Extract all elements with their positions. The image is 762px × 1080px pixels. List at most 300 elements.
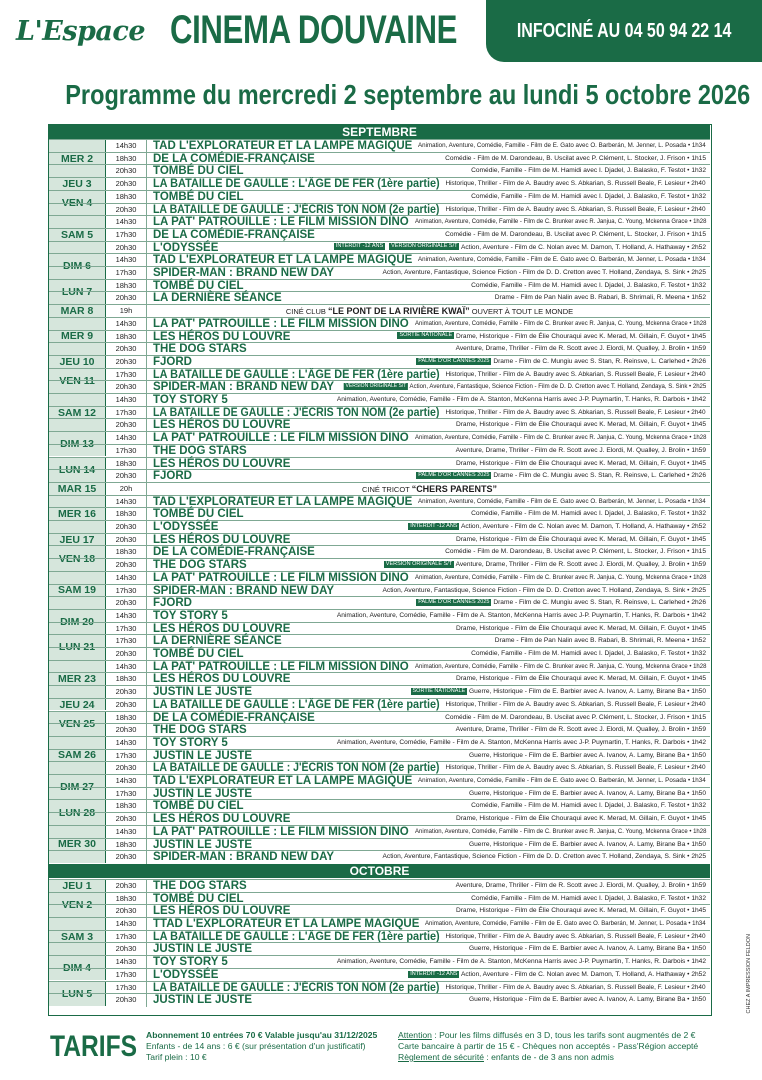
film-info-text: Drame, Historique - Film de Élie Chouraqui avec K. Merad, M. Gillain, F. Guyot • 1h45 <box>455 332 706 340</box>
film-info-text: Drame, Historique - Film de Élie Chouraqui avec K. Merad, M. Gillain, F. Guyot • 1h45 <box>455 675 706 683</box>
film-title: LA PAT' PATROUILLE : LE FILM MISSION DINO <box>153 660 409 673</box>
film-info-text: Historique, Thriller - Film de A. Baudry avec S. Abkarian, S. Russell Beale, F. Lesieur • 2h40 <box>445 205 706 213</box>
screening-row <box>49 253 710 266</box>
showtime: 18h30 <box>106 153 147 166</box>
showtime: 17h30 <box>106 969 147 982</box>
showtime: 20h30 <box>106 943 147 956</box>
film-details <box>383 851 707 864</box>
screening-row <box>49 571 710 584</box>
showtime: 18h30 <box>106 458 147 471</box>
film-info-text: Animation, Aventure, Comédie, Famille - Film de E. Gato avec O. Barberán, M. Jenner, L. Posada • 1h34 <box>418 142 706 149</box>
day-label: JEU 17 <box>49 533 106 546</box>
film-title: TOY STORY 5 <box>153 394 228 406</box>
film-title: TOMBÉ DU CIEL <box>153 892 244 905</box>
day-label: JEU 24 <box>49 698 106 711</box>
screening-row <box>49 825 710 838</box>
day-label: LUN 21 <box>49 634 106 659</box>
showtime: 14h30 <box>106 572 147 585</box>
day-label: MAR 15 <box>49 482 106 495</box>
screening-row <box>49 342 710 355</box>
screening-row <box>49 406 710 419</box>
screening-row <box>49 431 710 444</box>
screening-row <box>49 393 710 406</box>
day-label: VEN 11 <box>49 368 106 393</box>
day-label: MER 16 <box>49 495 106 533</box>
day-label: MER 2 <box>49 139 106 177</box>
showtime: 20h30 <box>106 724 147 737</box>
showtime: 14h30 <box>106 496 147 509</box>
film-info-text: Drame, Historique - Film de Élie Chouraqui avec K. Merad, M. Gillain, F. Guyot • 1h45 <box>455 624 706 632</box>
screening-row <box>49 596 710 609</box>
film-title: LA BATAILLE DE GAULLE : J'ÉCRIS TON NOM (2e partie) <box>153 762 440 775</box>
film-info-text: Action, Aventure, Fantastique, Science Fiction - Film de D. D. Cretton avec T. Holland, Zendaya, S. Sink • 2h25 <box>409 383 706 391</box>
day-label: SAM 5 <box>49 215 106 253</box>
screening-row <box>49 545 710 558</box>
screening-row <box>49 660 710 673</box>
day-label: VEN 4 <box>49 190 106 215</box>
film-title: THE DOG STARS <box>153 444 247 457</box>
screening-row <box>49 711 710 724</box>
screening-row <box>49 968 710 981</box>
screening-row <box>49 469 710 482</box>
showtime: 14h30 <box>106 140 147 153</box>
showtime: 17h30 <box>106 229 147 242</box>
film-info-text: Animation, Aventure, Comédie, Famille - Film de C. Brunker avec R. Janjua, C. Young, Mckenna Grace • 1h28 <box>414 827 706 835</box>
showtime: 14h30 <box>106 661 147 674</box>
screening-row <box>49 317 710 330</box>
film-title: TOMBÉ DU CIEL <box>153 800 244 813</box>
showtime: 14h30 <box>106 318 147 331</box>
film-title: TAD L'EXPLORATEUR ET LA LAMPE MAGIQUE <box>153 254 413 267</box>
day-label: LUN 5 <box>49 981 106 1006</box>
showtime: 17h30 <box>106 931 147 944</box>
film-badge: VERSION ORIGINALE S/T <box>345 383 407 390</box>
infocine-phone: INFOCINÉ AU 04 50 94 22 14 <box>516 19 732 42</box>
film-info-text: Aventure, Drame, Thriller - Film de R. Scott avec J. Elordi, M. Qualley, J. Brolin • 1h59 <box>455 446 706 454</box>
day-label: VEN 18 <box>49 545 106 570</box>
screening-row <box>49 215 710 228</box>
screening-row <box>49 749 710 762</box>
film-badge: VERSION ORIGINALE S/T <box>385 560 453 567</box>
film-info-text: Historique, Thriller - Film de A. Baudry avec S. Abkarian, S. Russell Beale, F. Lesieur • 2h40 <box>445 370 706 378</box>
showtime: 14h30 <box>106 610 147 623</box>
screening-row <box>49 190 710 203</box>
showtime: 14h30 <box>106 775 147 788</box>
screening-row <box>49 685 710 698</box>
screening-row <box>49 139 710 152</box>
day-label: VEN 25 <box>49 711 106 736</box>
showtime: 17h30 <box>106 750 147 763</box>
film-info-text: Drame, Historique - Film de Élie Chouraqui avec K. Merad, M. Gillain, F. Guyot • 1h45 <box>455 459 706 467</box>
showtime: 18h30 <box>106 280 147 293</box>
film-title: LES HÉROS DU LOUVRE <box>153 813 291 826</box>
cinema-name: CINEMA DOUVAINE <box>170 8 458 52</box>
film-info-text: Animation, Aventure, Comédie, Famille - Film de A. Stanton, McKenna Harris avec J-P. Puymartin, T. Hanks, R. Darbois • 1h42 <box>336 738 706 746</box>
film-info-text: Comédie, Famille - Film de M. Hamidi avec I. Djadel, J. Balasko, F. Testot • 1h32 <box>471 650 706 657</box>
day-label: JEU 1 <box>49 879 106 892</box>
day-label: DIM 20 <box>49 609 106 634</box>
film-title: TOMBÉ DU CIEL <box>153 648 244 660</box>
day-label: DIM 4 <box>49 955 106 980</box>
tarif-abonnement: Abonnement 10 entrées 70 € Valable jusqu'au 31/12/2025 <box>146 1030 378 1040</box>
film-title: JUSTIN LE JUSTE <box>153 838 253 851</box>
securite-line <box>398 1052 698 1063</box>
tarif-enfants: Enfants - de 14 ans : 6 € (sur présentation d'un justificatif) <box>146 1041 366 1051</box>
showtime: 18h30 <box>106 546 147 559</box>
showtime: 18h30 <box>106 673 147 686</box>
film-title: TAD L'EXPLORATEUR ET LA LAMPE MAGIQUE <box>153 775 413 787</box>
showtime: 20h30 <box>106 648 147 661</box>
film-title: THE DOG STARS <box>153 343 247 356</box>
showtime: 20h30 <box>106 813 147 826</box>
film-info-text: Guerre, Historique - Film de E. Barbier avec A. Ivanov, A. Lamy, Birane Ba • 1h50 <box>469 945 706 953</box>
day-label: JEU 10 <box>49 355 106 368</box>
showtime: 20h30 <box>106 597 147 610</box>
film-title: FJORD <box>153 470 192 483</box>
film-info-text: Aventure, Drame, Thriller - Film de R. Scott avec J. Elordi, M. Qualley, J. Brolin • 1h59 <box>455 345 706 353</box>
screening-row <box>49 279 710 292</box>
tarif-plein: Tarif plein : 10 € <box>146 1052 207 1062</box>
film-info-text: Drame - Film de Pan Nalin avec B. Rabari, B. Shrimali, R. Meena • 1h52 <box>494 294 706 302</box>
film-info-text: Animation, Aventure, Comédie, Famille - Film de E. Gato avec O. Barberán, M. Jenner, L. Posada • 1h34 <box>418 256 706 264</box>
event-row <box>49 304 710 317</box>
showtime: 20h30 <box>106 381 147 394</box>
film-title: LA BATAILLE DE GAULLE : L'ÂGE DE FER (1ère partie) <box>153 930 440 943</box>
film-title: LES HÉROS DU LOUVRE <box>153 457 291 470</box>
film-title: JUSTIN LE JUSTE <box>153 943 253 956</box>
film-title: TTAD L'EXPLORATEUR ET LA LAMPE MAGIQUE <box>153 918 420 930</box>
header <box>0 0 762 70</box>
film-title: SPIDER-MAN : BRAND NEW DAY <box>153 267 335 279</box>
event-title: “LE PONT DE LA RIVIÈRE KWAÏ” <box>327 306 470 317</box>
showtime: 20h30 <box>106 851 147 864</box>
day-label: DIM 27 <box>49 774 106 799</box>
event-title: “CHERS PARENTS” <box>411 483 498 494</box>
film-info-text: Comédie, Famille - Film de M. Hamidi avec I. Djadel, J. Balasko, F. Testot • 1h32 <box>471 894 706 902</box>
film-title: TOMBÉ DU CIEL <box>153 165 244 178</box>
film-title: L'ODYSSÉE <box>153 968 219 981</box>
day-label: LUN 28 <box>49 799 106 824</box>
screening-row <box>49 672 710 685</box>
film-badge: PALME D'OR CANNES 2025 <box>418 598 490 605</box>
showtime: 18h30 <box>106 893 147 906</box>
screening-row <box>49 418 710 431</box>
film-title: THE DOG STARS <box>153 559 247 572</box>
attention-line <box>398 1030 698 1041</box>
film-badge: INTERDIT -12 ANS <box>335 243 384 250</box>
day-label: DIM 13 <box>49 431 106 456</box>
screening-row <box>49 993 710 1006</box>
screening-row <box>49 203 710 216</box>
film-title: L'ODYSSÉE <box>153 521 219 533</box>
screening-row <box>49 330 710 343</box>
day-label: LUN 14 <box>49 457 106 482</box>
showtime: 20h30 <box>106 419 147 432</box>
securite-label: Règlement de sécurité <box>398 1052 484 1062</box>
screening-row <box>49 698 710 711</box>
screening-row <box>49 177 710 190</box>
film-info-text: Animation, Aventure, Comédie, Famille - Film de A. Stanton, McKenna Harris avec J-P. Puymartin, T. Hanks, R. Darbois • 1h42 <box>336 396 706 403</box>
showtime: 20h30 <box>106 905 147 918</box>
film-title: LES HÉROS DU LOUVRE <box>153 330 291 343</box>
screening-row <box>49 380 710 393</box>
film-info-text: Guerre, Historique - Film de E. Barbier avec A. Ivanov, A. Lamy, Birane Ba • 1h50 <box>469 789 706 797</box>
film-title: FJORD <box>153 597 192 610</box>
film-info-text: Animation, Aventure, Comédie, Famille - Film de C. Brunker avec R. Janjua, C. Young, Mckenna Grace • 1h28 <box>414 662 706 670</box>
screening-row <box>49 850 710 863</box>
film-title: LES HÉROS DU LOUVRE <box>153 905 291 918</box>
screening-row <box>49 774 710 787</box>
showtime: 20h30 <box>106 559 147 572</box>
film-title: LA PAT' PATROUILLE : LE FILM MISSION DINO <box>153 825 409 838</box>
showtime: 20h30 <box>106 292 147 305</box>
film-info-text: Animation, Aventure, Comédie, Famille - Film de C. Brunker avec R. Janjua, C. Young, Mckenna Grace • 1h28 <box>414 573 706 581</box>
screening-row <box>49 930 710 943</box>
film-badge: PALME D'OR CANNES 2025 <box>418 471 490 478</box>
film-title: SPIDER-MAN : BRAND NEW DAY <box>153 381 335 394</box>
film-title: TOY STORY 5 <box>153 956 228 969</box>
film-info-text: Drame, Historique - Film de Élie Chouraqui avec K. Merad, M. Gillain, F. Guyot • 1h45 <box>455 815 706 823</box>
film-title: LES HÉROS DU LOUVRE <box>153 673 291 686</box>
attention-text: : Pour les films diffusés en 3 D, tous les tarifs sont augmentés de 2 € <box>431 1030 696 1040</box>
film-title: SPIDER-MAN : BRAND NEW DAY <box>153 851 335 864</box>
film-info-text: Drame - Film de C. Mungiu avec S. Stan, R. Reinsve, L. Carlehed • 2h26 <box>493 472 706 480</box>
showtime: 18h30 <box>106 191 147 204</box>
film-title: LA PAT' PATROUILLE : LE FILM MISSION DINO <box>153 317 409 330</box>
film-title: JUSTIN LE JUSTE <box>153 787 253 800</box>
film-badge: INTERDIT -12 ANS <box>410 970 458 977</box>
screening-row <box>49 533 710 546</box>
film-title: LA BATAILLE DE GAULLE : J'ÉCRIS TON NOM (2e partie) <box>153 981 440 994</box>
tarifs-details <box>146 1030 377 1063</box>
screening-row <box>49 495 710 508</box>
film-info-text: Animation, Aventure, Comédie, Famille - Film de E. Gato avec O. Barberán, M. Jenner, L. Posada • 1h34 <box>418 777 706 784</box>
screening-row <box>49 355 710 368</box>
screening-row <box>49 892 710 905</box>
event-row <box>49 482 710 495</box>
film-info-text: Animation, Aventure, Comédie, Famille - Film de A. Stanton, McKenna Harris avec J-P. Puymartin, T. Hanks, R. Darbois • 1h42 <box>336 611 706 619</box>
film-title: TAD L'EXPLORATEUR ET LA LAMPE MAGIQUE <box>153 140 413 152</box>
showtime: 17h30 <box>106 788 147 801</box>
film-title: LA PAT' PATROUILLE : LE FILM MISSION DINO <box>153 432 409 445</box>
showtime: 18h30 <box>106 508 147 521</box>
day-label: SAM 12 <box>49 393 106 431</box>
day-label: MER 30 <box>49 825 106 863</box>
screening-row <box>49 622 710 635</box>
event-type: CINÉ TRICOT <box>361 484 412 494</box>
film-title: DE LA COMÉDIE-FRANÇAISE <box>153 711 315 724</box>
film-title: TAD L'EXPLORATEUR ET LA LAMPE MAGIQUE <box>153 495 413 508</box>
showtime: 19h <box>106 305 147 318</box>
infocine-banner <box>486 0 762 62</box>
film-info-text: Comédie - Film de M. Darondeau, B. Uscilat avec P. Clément, L. Stocker, J. Frison • 1h15 <box>445 154 706 162</box>
screening-row <box>49 228 710 241</box>
film-info-text: Comédie, Famille - Film de M. Hamidi avec I. Djadel, J. Balasko, F. Testot • 1h32 <box>471 192 706 200</box>
showtime: 20h30 <box>106 521 147 534</box>
film-title: THE DOG STARS <box>153 879 247 892</box>
film-title: LA BATAILLE DE GAULLE : J'ÉCRIS TON NOM (2e partie) <box>153 203 440 216</box>
day-label: VEN 2 <box>49 892 106 917</box>
screening-row <box>49 761 710 774</box>
showtime: 20h30 <box>106 204 147 217</box>
screening-row <box>49 787 710 800</box>
screening-row <box>49 457 710 470</box>
film-info-text: Historique, Thriller - Film de A. Baudry avec S. Abkarian, S. Russell Beale, F. Lesieur • 2h40 <box>445 180 706 188</box>
film-info-text: Animation, Aventure, Comédie, Famille - Film de E. Gato avec O. Barberán, M. Jenner, L. Posada • 1h34 <box>418 497 706 505</box>
showtime: 14h30 <box>106 956 147 969</box>
film-info-text: Action, Aventure - Film de C. Nolan avec M. Damon, T. Holland, A. Hathaway • 2h52 <box>460 523 706 530</box>
showtime: 18h30 <box>106 800 147 813</box>
film-info-text: Action, Aventure - Film de C. Nolan avec M. Damon, T. Holland, A. Hathaway • 2h52 <box>460 970 706 978</box>
film-title: LA PAT' PATROUILLE : LE FILM MISSION DINO <box>153 216 409 229</box>
film-title: LES HÉROS DU LOUVRE <box>153 533 291 546</box>
printer-credit: CHEZ A IMPRESSION FELDON <box>746 934 752 1014</box>
showtime: 20h30 <box>106 699 147 712</box>
film-info-text: Aventure, Drame, Thriller - Film de R. Scott avec J. Elordi, M. Qualley, J. Brolin • 1h59 <box>455 881 706 889</box>
film-title: LA BATAILLE DE GAULLE : L'ÂGE DE FER (1ère partie) <box>153 698 440 711</box>
film-info-text: Comédie - Film de M. Darondeau, B. Uscilat avec P. Clément, L. Stocker, J. Frison • 1h15 <box>445 713 706 721</box>
screening-row <box>49 838 710 851</box>
screening-row <box>49 723 710 736</box>
film-title: TOY STORY 5 <box>153 609 228 622</box>
film-info-text: Guerre, Historique - Film de E. Barbier avec A. Ivanov, A. Lamy, Birane Ba • 1h50 <box>469 840 706 848</box>
screening-row <box>49 812 710 825</box>
film-title: LA DERNIÈRE SÉANCE <box>153 635 282 648</box>
film-info-text: Animation, Aventure, Comédie, Famille - Film de C. Brunker avec R. Janjua, C. Young, Mckenna Grace • 1h28 <box>414 319 706 327</box>
showtime: 14h30 <box>106 918 147 931</box>
film-info-text: Drame - Film de C. Mungiu avec S. Stan, R. Reinsve, L. Carlehed • 2h26 <box>493 357 706 365</box>
film-title: LA BATAILLE DE GAULLE : J'ÉCRIS TON NOM (2e partie) <box>153 406 440 419</box>
showtime: 14h30 <box>106 254 147 267</box>
payment-info: Carte bancaire à partir de 15 € - Chèques non acceptés - Pass'Région accepté <box>398 1041 699 1051</box>
showtime: 18h30 <box>106 331 147 344</box>
screening-row <box>49 164 710 177</box>
film-badge: PALME D'OR CANNES 2025 <box>418 357 490 364</box>
film-info-text: Drame, Historique - Film de Élie Chouraqui avec K. Merad, M. Gillain, F. Guyot • 1h45 <box>455 535 706 543</box>
film-info-text: Action, Aventure, Fantastique, Science Fiction - Film de D. D. Cretton avec T. Holland, Zendaya, S. Sink • 2h25 <box>382 269 706 276</box>
film-info-text: Drame - Film de C. Mungiu avec S. Stan, R. Reinsve, L. Carlehed • 2h26 <box>493 599 706 607</box>
film-title: FJORD <box>153 355 192 368</box>
film-info-text: Action, Aventure, Fantastique, Science Fiction - Film de D. D. Cretton avec T. Holland, Zendaya, S. Sink • 2h25 <box>382 586 706 594</box>
month-header-octobre: OCTOBRE <box>49 864 710 878</box>
film-info-text: Comédie, Famille - Film de M. Hamidi avec I. Djadel, J. Balasko, F. Testot • 1h32 <box>471 802 706 810</box>
showtime: 20h30 <box>106 880 147 893</box>
film-info-text: Comédie, Famille - Film de M. Hamidi avec I. Djadel, J. Balasko, F. Testot • 1h32 <box>471 281 706 289</box>
film-info-text: Animation, Aventure, Comédie, Famille - Film de A. Stanton, McKenna Harris avec J-P. Puymartin, T. Hanks, R. Darbois • 1h42 <box>336 958 706 966</box>
film-title: JUSTIN LE JUSTE <box>153 994 253 1007</box>
schedule-table <box>48 124 712 1016</box>
film-info-text: Historique, Thriller - Film de A. Baudry avec S. Abkarian, S. Russell Beale, F. Lesieur • 2h40 <box>445 700 706 708</box>
film-title: LES HÉROS DU LOUVRE <box>153 419 291 432</box>
screening-row <box>49 647 710 660</box>
film-title: TOMBÉ DU CIEL <box>153 190 244 203</box>
day-label: SAM 26 <box>49 736 106 774</box>
showtime: 20h <box>106 483 147 496</box>
day-label: LUN 7 <box>49 279 106 304</box>
screening-row <box>49 955 710 968</box>
day-label: SAM 3 <box>49 917 106 955</box>
showtime: 17h30 <box>106 623 147 636</box>
showtime: 17h30 <box>106 982 147 995</box>
showtime: 14h30 <box>106 826 147 839</box>
program-title-text: Programme du mercredi 2 septembre au lundi 5 octobre 2026 <box>65 79 751 110</box>
film-title: DE LA COMÉDIE-FRANÇAISE <box>153 228 315 241</box>
film-badge: INTERDIT -12 ANS <box>410 522 458 529</box>
day-label: MAR 8 <box>49 304 106 317</box>
film-title: JUSTIN LE JUSTE <box>153 686 253 699</box>
showtime: 17h30 <box>106 267 147 280</box>
screening-row <box>49 799 710 812</box>
showtime: 20h30 <box>106 343 147 356</box>
film-details <box>469 994 706 1007</box>
film-title: SPIDER-MAN : BRAND NEW DAY <box>153 584 335 597</box>
screening-row <box>49 904 710 917</box>
showtime: 20h30 <box>106 242 147 255</box>
film-info-text: Comédie - Film de M. Darondeau, B. Uscilat avec P. Clément, L. Stocker, J. Frison • 1h15 <box>445 548 706 556</box>
film-badge: SORTIE NATIONALE <box>399 332 453 339</box>
screening-row <box>49 879 710 892</box>
day-label: DIM 6 <box>49 253 106 278</box>
screening-row <box>49 241 710 254</box>
film-info-text: Historique, Thriller - Film de A. Baudry avec S. Abkarian, S. Russell Beale, F. Lesieur • 2h40 <box>445 932 706 940</box>
screening-row <box>49 558 710 571</box>
film-info-text: Animation, Aventure, Comédie, Famille - Film de C. Brunker avec R. Janjua, C. Young, Mckenna Grace • 1h28 <box>414 434 706 442</box>
showtime: 20h30 <box>106 994 147 1007</box>
showtime: 17h30 <box>106 635 147 648</box>
film-title: TOMBÉ DU CIEL <box>153 279 244 292</box>
attention-label: Attention <box>398 1030 432 1040</box>
showtime: 20h30 <box>106 534 147 547</box>
film-info-text: Drame, Historique - Film de Élie Chouraqui avec K. Merad, M. Gillain, F. Guyot • 1h45 <box>455 907 706 915</box>
day-label: JEU 3 <box>49 177 106 190</box>
showtime: 14h30 <box>106 216 147 229</box>
day-label: MER 9 <box>49 317 106 355</box>
espace-logo: L'Espace <box>16 16 146 47</box>
film-info-text: Drame, Historique - Film de Élie Chouraqui avec K. Merad, M. Gillain, F. Guyot • 1h45 <box>455 421 706 429</box>
showtime: 17h30 <box>106 407 147 420</box>
film-title: L'ODYSSÉE <box>153 241 219 254</box>
showtime: 18h30 <box>106 839 147 852</box>
attention-notes <box>398 1030 698 1063</box>
showtime: 20h30 <box>106 178 147 191</box>
event-type: CINÉ CLUB <box>285 307 328 317</box>
showtime: 20h30 <box>106 470 147 483</box>
securite-text: : enfants de - de 3 ans non admis <box>483 1052 614 1062</box>
screening-row <box>49 291 710 304</box>
film-info-text: Comédie, Famille - Film de M. Hamidi avec I. Djadel, J. Balasko, F. Testot • 1h32 <box>471 167 706 175</box>
film-badge: VERSION ORIGINALE S/T <box>391 243 458 250</box>
showtime: 17h30 <box>106 369 147 382</box>
film-info-text: Historique, Thriller - Film de A. Baudry avec S. Abkarian, S. Russell Beale, F. Lesieur • 2h40 <box>445 764 706 772</box>
film-info-text: Historique, Thriller - Film de A. Baudry avec S. Abkarian, S. Russell Beale, F. Lesieur • 2h40 <box>445 408 706 416</box>
showtime: 14h30 <box>106 737 147 750</box>
showtime: 20h30 <box>106 762 147 775</box>
film-title: THE DOG STARS <box>153 724 247 737</box>
screening-row <box>49 368 710 381</box>
film-info-text: Drame - Film de Pan Nalin avec B. Rabari, B. Shrimali, R. Meena • 1h52 <box>494 637 706 645</box>
film-title: LA PAT' PATROUILLE : LE FILM MISSION DINO <box>153 571 409 584</box>
film-info-text: Guerre, Historique - Film de E. Barbier avec A. Ivanov, A. Lamy, Birane Ba • 1h50 <box>469 688 706 696</box>
screening-row <box>49 609 710 622</box>
showtime: 20h30 <box>106 686 147 699</box>
film-info-text: Historique, Thriller - Film de A. Baudry avec S. Abkarian, S. Russell Beale, F. Lesieur • 2h40 <box>445 983 706 991</box>
screening-row <box>49 942 710 955</box>
tarifs-label: TARIFS <box>50 1030 138 1063</box>
showtime: 18h30 <box>106 712 147 725</box>
film-title: LES HÉROS DU LOUVRE <box>153 622 291 635</box>
film-title: LA BATAILLE DE GAULLE : L'ÂGE DE FER (1ère partie) <box>153 368 440 381</box>
showtime: 14h30 <box>106 394 147 407</box>
